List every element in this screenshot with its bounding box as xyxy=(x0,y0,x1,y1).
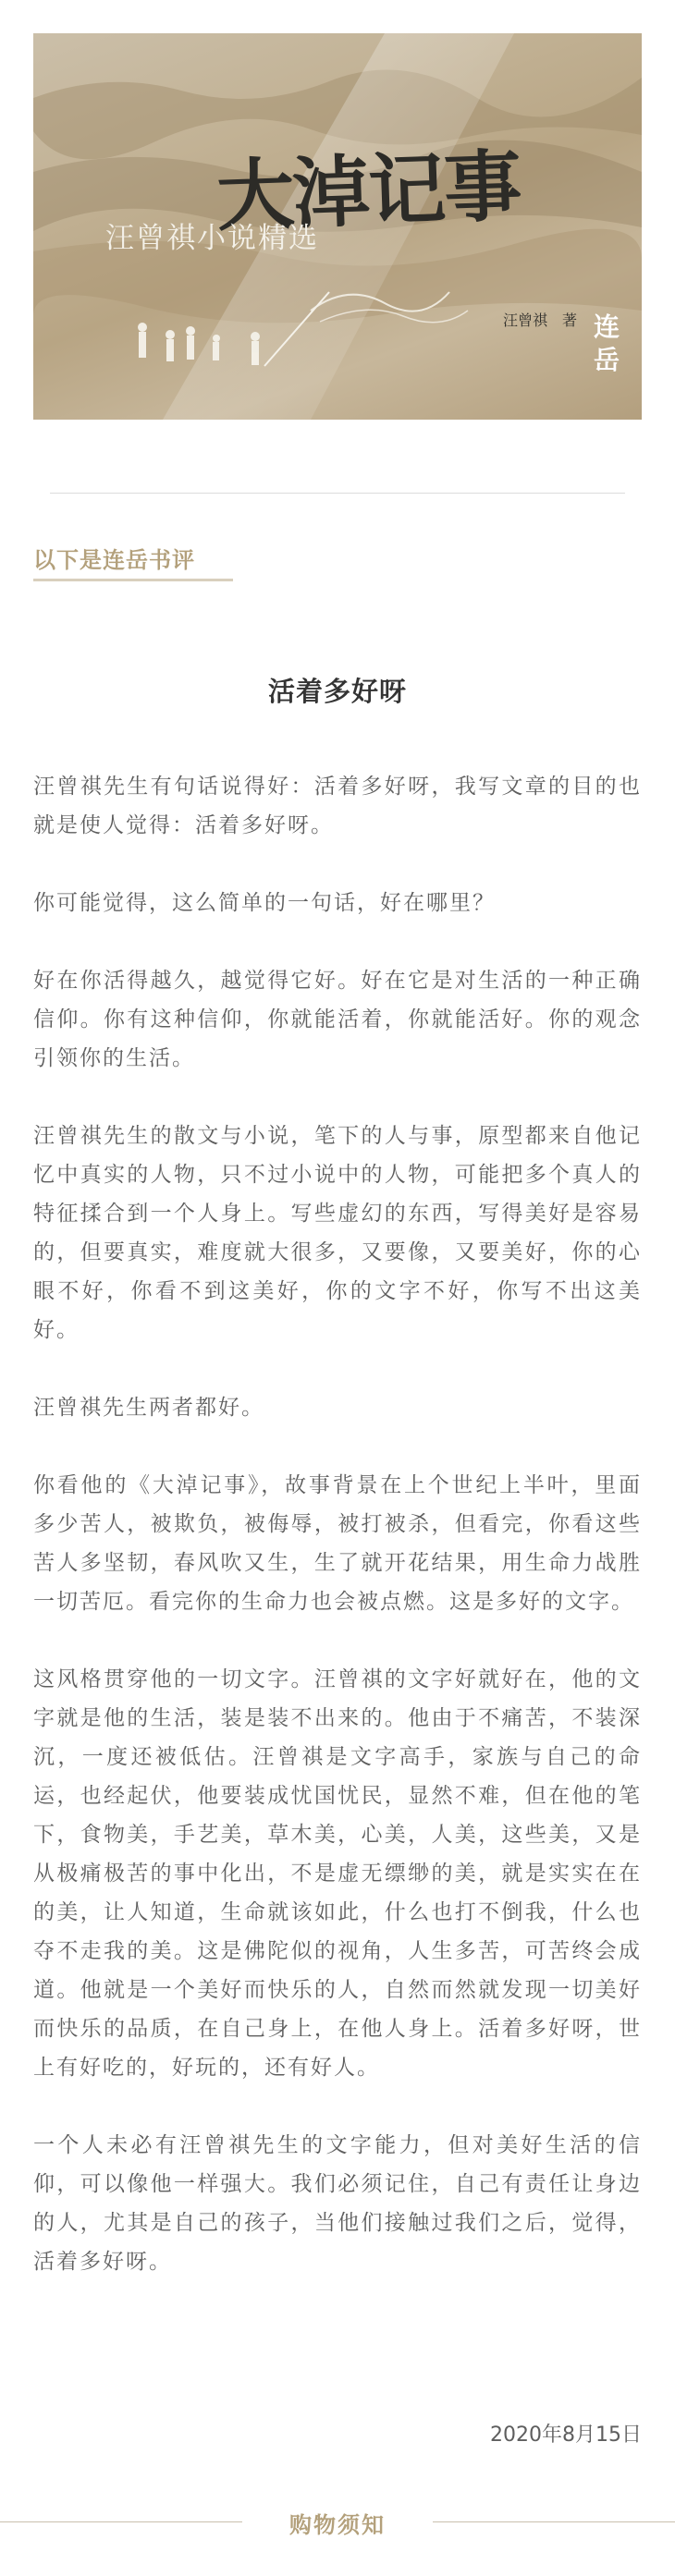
paragraph: 汪曾祺先生两者都好。 xyxy=(33,1396,264,1420)
paragraph: 汪曾祺先生的散文与小说，笔下的人与事，原型都来自他记忆中真实的人物，只不过小说中的人物，可能把多个真人的特征揉合到一个人身上。写些虚幻的东西，写得美好是容易的，但要真实，难度就大很多，又要像，又要美好，你的心眼不好，你看不到这美好，你的文字不好，你写不出这美好。 xyxy=(33,1124,642,1342)
paragraph: 这风格贯穿他的一切文字。汪曾祺的文字好就好在，他的文字就是他的生活，装是装不出来的。他由于不痛苦，不装深沉，一度还被低估。汪曾祺是文字高手，家族与自己的命运，也经起伏，他要装成忧国忧民，显然不难，但在他的笔下，食物美，手艺美，草木美，心美，人美，这些美，又是从极痛极苦的事中化出，不是虚无缥缈的美，就是实实在在的美，让人知道，生命就该如此，什么也打不倒我，什么也夺不走我的美。这是佛陀似的视角，人生多苦，可苦终会成道。他就是一个美好而快乐的人，自然而然就发现一切美好而快乐的品质，在自己身上，在他人身上。活着多好呀，世上有好吃的，好玩的，还有好人。 xyxy=(33,1667,642,2080)
article-date: 2020年8月15日 xyxy=(490,2423,642,2447)
paragraph: 好在你活得越久，越觉得它好。好在它是对生活的一种正确信仰。你有这种信仰，你就能活着，你就能活好。你的观念引领你的生活。 xyxy=(33,969,642,1070)
top-divider xyxy=(50,493,625,494)
cover-author: 汪曾祺 著 xyxy=(503,311,578,329)
section-tag-underline xyxy=(33,579,233,581)
article-title: 活着多好呀 xyxy=(267,676,407,707)
article-body xyxy=(33,767,642,2281)
cover-signature: 连岳 xyxy=(594,311,620,375)
paragraph: 一个人未必有汪曾祺先生的文字能力，但对美好生活的信仰，可以像他一样强大。我们必须记住，自己有责任让身边的人，尤其是自己的孩子，当他们接触过我们之后，觉得，活着多好呀。 xyxy=(33,2133,642,2274)
paragraph: 你可能觉得，这么简单的一句话，好在哪里？ xyxy=(33,891,496,915)
footer-divider-right xyxy=(433,2521,675,2522)
book-cover-image xyxy=(33,33,642,420)
paragraph: 汪曾祺先生有句话说得好：活着多好呀，我写文章的目的也就是使人觉得：活着多好呀。 xyxy=(33,775,642,837)
cover-title: 大淖记事 xyxy=(215,140,522,242)
cover-subtitle: 汪曾祺小说精选 xyxy=(105,222,319,255)
paragraph: 你看他的《大淖记事》，故事背景在上个世纪上半叶，里面多少苦人，被欺负，被侮辱，被打被杀，但看完，你看这些苦人多坚韧，春风吹又生，生了就开花结果，用生命力战胜一切苦厄。看完你的生命力也会被点燃。这是多好的文字。 xyxy=(33,1473,642,1614)
section-tag: 以下是连岳书评 xyxy=(33,547,195,573)
footer-title: 购物须知 xyxy=(289,2512,386,2538)
